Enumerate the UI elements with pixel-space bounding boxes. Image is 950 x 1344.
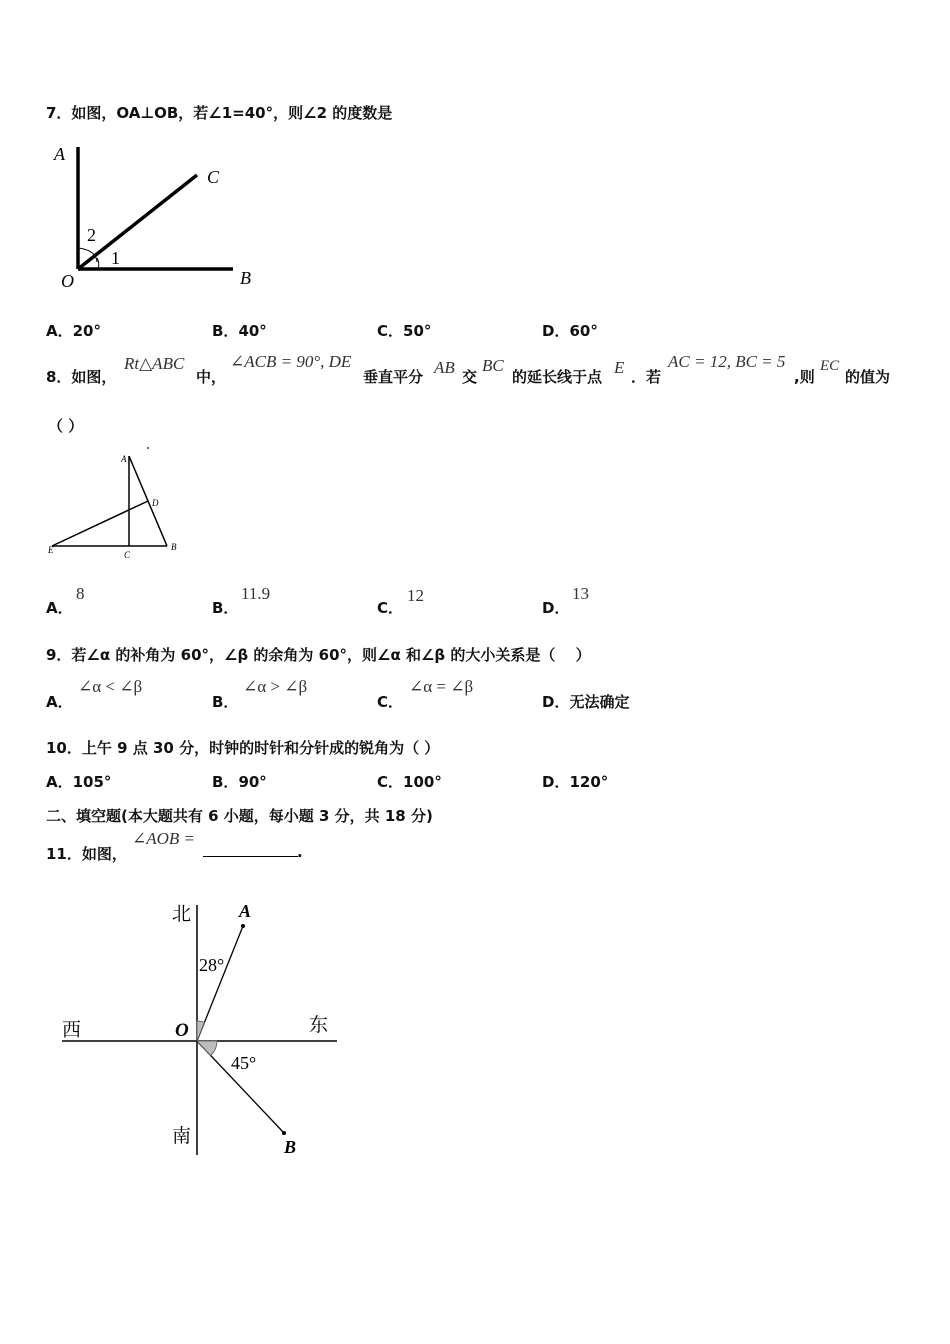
q8-option-d-letter: D．: [542, 599, 570, 617]
q11-label-b: B: [284, 1137, 297, 1157]
q8-option-c-value: 12: [407, 586, 424, 605]
q11-label-a: A: [239, 901, 252, 921]
q11-label-o: O: [175, 1020, 189, 1041]
q9-option-b-value: ∠α > ∠β: [243, 677, 308, 696]
q9-option-a-letter: A．: [46, 693, 73, 711]
q11-label-west: 西: [62, 1020, 82, 1041]
q9-stem: 9．若∠α 的补角为 60°，∠β 的余角为 60°，则∠α 和∠β 的大小关系是（ ）: [46, 646, 591, 664]
q8-prefix: 8．如图，: [46, 368, 117, 386]
q8-label-d: D: [152, 498, 159, 508]
q8-label-c: C: [124, 550, 131, 560]
q8-math-rt-abc: Rt△ABC: [124, 354, 185, 373]
q7-label-c: C: [207, 167, 220, 187]
q8-text-zhong: 中，: [196, 368, 227, 386]
q11-prefix: 11．如图，: [46, 845, 127, 863]
q11-math: ∠AOB =: [132, 829, 196, 848]
q11-angle-28: 28°: [199, 955, 225, 975]
q10-option-d: D．120°: [542, 773, 609, 791]
q7-label-o: O: [61, 271, 74, 291]
q8-math-ec: EC: [820, 358, 840, 374]
q8-math-angle-acb: ∠ACB = 90°, DE: [230, 352, 352, 371]
q8-option-a-letter: A．: [46, 599, 73, 617]
q8-text-extension: 的延长线于点: [512, 368, 603, 386]
q8-math-ab: AB: [434, 358, 455, 377]
q8-option-c-letter: C．: [377, 599, 404, 617]
q8-text-ze: ,则: [794, 368, 815, 386]
q9-option-c-value: ∠α = ∠β: [409, 677, 474, 696]
q7-label-b: B: [240, 268, 251, 288]
q8-math-bc: BC: [482, 356, 504, 375]
q9-option-c-letter: C．: [377, 693, 404, 711]
q7-option-b: B．40°: [212, 322, 267, 340]
q11-label-east: 东: [309, 1015, 329, 1036]
q7-stem: 7．如图，OA⊥OB，若∠1=40°，则∠2 的度数是: [46, 104, 393, 122]
q9-option-d: D．无法确定: [542, 693, 630, 711]
q10-option-c: C．100°: [377, 773, 442, 791]
q7-option-c: C．50°: [377, 322, 432, 340]
q11-angle-45: 45°: [231, 1053, 257, 1073]
q9-option-a-value: ∠α < ∠β: [78, 677, 143, 696]
q7-option-d: D．60°: [542, 322, 598, 340]
q10-option-a: A．105°: [46, 773, 112, 791]
q11-label-north: 北: [172, 904, 192, 925]
q7-label-2: 2: [87, 225, 96, 245]
q8-option-b-value: 11.9: [241, 584, 271, 603]
q8-text-perp-bisect: 垂直平分: [363, 368, 424, 386]
q8-option-b-letter: B．: [212, 599, 239, 617]
q9-option-b-letter: B．: [212, 693, 239, 711]
section2-title: 二、填空题(本大题共有 6 小题，每小题 3 分，共 18 分): [46, 807, 433, 825]
q8-label-a: A: [121, 454, 127, 464]
q8-label-b: B: [171, 542, 177, 552]
q11-label-south: 南: [172, 1126, 192, 1147]
q7-label-a: A: [54, 144, 65, 164]
q8-label-e: E: [48, 545, 54, 555]
q8-text-jiao: 交: [462, 368, 478, 386]
q8-text-ruo: ．若: [631, 368, 662, 386]
q10-stem: 10．上午 9 点 30 分，时钟的时针和分针成的锐角为（ ）: [46, 739, 440, 757]
q8-math-e: E: [614, 358, 625, 377]
q7-label-1: 1: [111, 248, 120, 268]
q8-option-a-value: 8: [76, 584, 85, 603]
q8-option-d-value: 13: [572, 584, 589, 603]
q10-option-b: B．90°: [212, 773, 267, 791]
q8-text-value: 的值为: [845, 368, 891, 386]
q8-paren: （ ）: [48, 417, 84, 435]
q7-option-a: A．20°: [46, 322, 101, 340]
q11-end: .: [297, 843, 303, 861]
q8-math-values: AC = 12, BC = 5: [668, 352, 786, 371]
